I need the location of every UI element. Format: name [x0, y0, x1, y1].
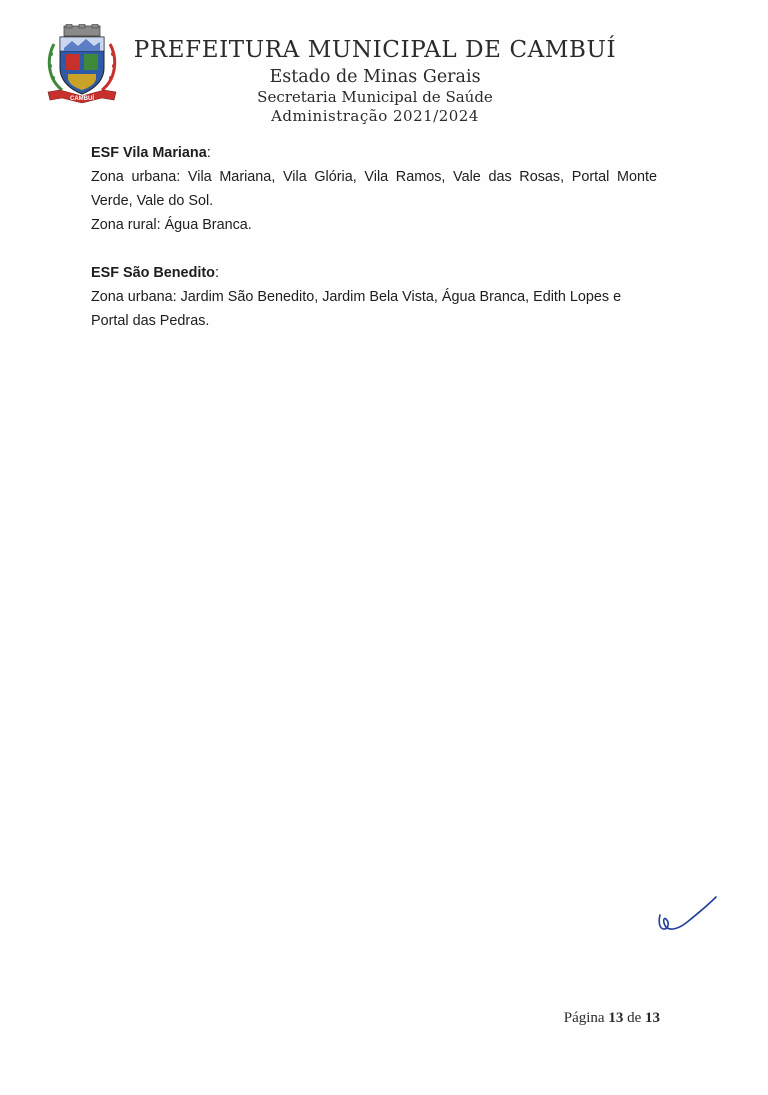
rural-zone-text: Zona rural: Água Branca.: [91, 217, 252, 233]
section-title: ESF Vila Mariana: [91, 145, 207, 161]
municipality-title: PREFEITURA MUNICIPAL DE CAMBUÍ: [133, 37, 617, 63]
administration-period: Administração 2021/2024: [271, 107, 479, 125]
coat-of-arms-icon: [44, 24, 120, 104]
section-heading: [91, 141, 657, 165]
document-body: [91, 141, 657, 357]
urban-zone-text: Zona urbana: Vila Mariana, Vila Glória, Vila Ramos, Vale das Rosas, Portal Monte: [91, 169, 657, 185]
section-title-suffix: :: [214, 265, 219, 281]
state-name: Estado de Minas Gerais: [269, 67, 481, 87]
crest-ribbon-text: CAMBUÍ: [70, 96, 94, 102]
page-word: Página: [563, 1010, 605, 1026]
section-esf-vila-mariana: [91, 141, 657, 237]
current-page: 13: [608, 1010, 624, 1026]
section-title-suffix: :: [206, 145, 211, 161]
of-word: de: [627, 1010, 642, 1026]
section-title: ESF São Benedito: [91, 265, 215, 281]
urban-zone-text-continued: Portal das Pedras.: [91, 313, 210, 329]
total-pages: 13: [645, 1010, 660, 1026]
section-esf-sao-benedito: [91, 261, 657, 333]
page-number: [540, 1010, 660, 1027]
urban-zone-text-continued: Verde, Vale do Sol.: [91, 193, 214, 209]
urban-zone-text: Zona urbana: Jardim São Benedito, Jardim Bela Vista, Água Branca, Edith Lopes e: [91, 289, 622, 305]
section-heading: [91, 261, 657, 285]
letterhead: [130, 34, 620, 126]
secretariat-name: Secretaria Municipal de Saúde: [257, 88, 493, 106]
signature-initials-icon: [652, 893, 722, 935]
